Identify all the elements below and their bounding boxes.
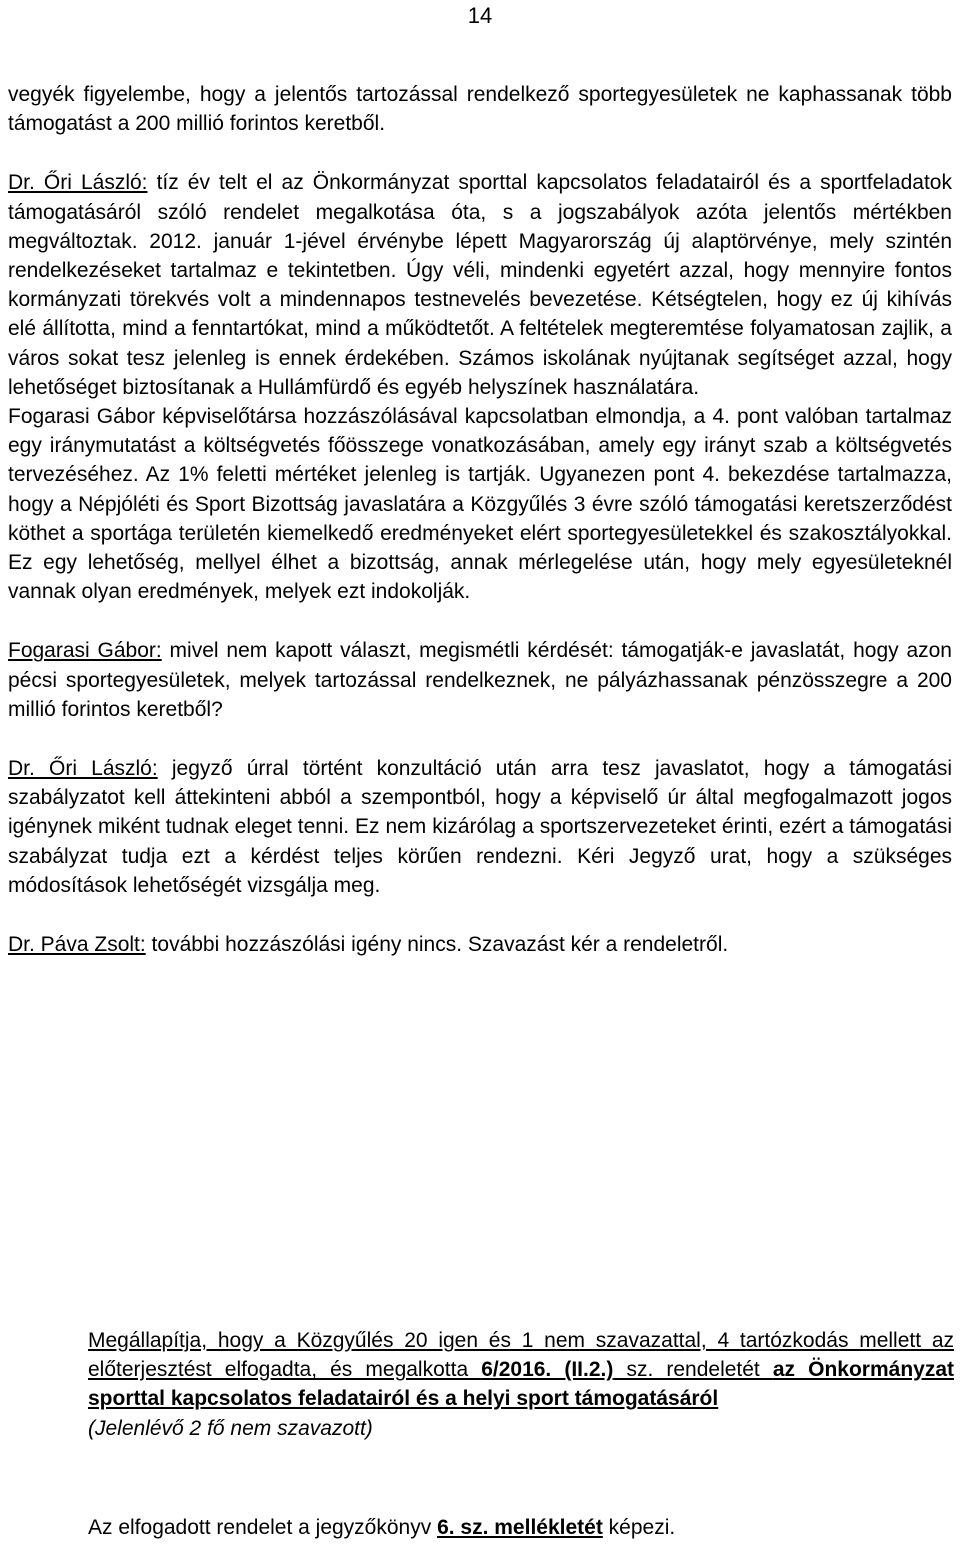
speech-ori-2 [8,754,952,900]
annex-part2: képezi. [602,1516,676,1539]
speech-text: jegyző úrral történt konzultáció után arra tesz javaslatot, hogy a támogatási szabályzatot kell áttekinteni abból a szempontból, hogy a képviselő úr által megfogalmazott jogos igénynek miként tudnak eleget tenni. Ez nem kizárólag a sportszervezeteket érinti, ezért a támogatási szabályzat tudja ezt a kérdést teljes körűen rendezni. Kéri Jegyző urat, hogy a szükséges módosítások lehetőségét vizsgálja meg. [8,757,952,897]
decree-title: az Önkormányzat sporttal kapcsolatos feladatairól és a helyi sport támogatásáról [88,1358,954,1411]
annex-reference: 6. sz. mellékletét [437,1516,603,1539]
annex-part1: Az elfogadott rendelet a jegyzőkönyv [88,1516,438,1539]
speaker-name: Fogarasi Gábor: [8,639,162,663]
speech-ori-1-continued: Fogarasi Gábor képviselőtársa hozzászólásával kapcsolatban elmondja, a 4. pont valóban tartalmaz egy iránymutatást a költségvetés főösszege vonatkozásában, amely egy irányt szab a költségvetés tervezéséhez. Az 1% feletti mértéket jelenleg is tartják. Ugyanezen pont 4. bekezdése tartalmazza, hogy a Népjóléti és Sport Bizottság javaslatára a Közgyűlés 3 évre szóló támogatási keretszerződést köthet a sportága területén kiemelkedő eredményeket elért sportegyesületekkel és szakosztályokkal. Ez egy lehetőség, mellyel élhet a bizottság, annak mérlegelése után, hogy mely egyesületeknél vannak olyan eredmények, melyek ezt indokolják. [8,405,952,604]
resolution-text [88,1326,954,1414]
speech-ori-1 [8,168,952,402]
speech-pava [8,930,952,959]
speech-text: mivel nem kapott választ, megismétli kérdését: támogatják-e javaslatát, hogy azon pécsi sportegyesületek, melyek tartozással rendelkeznek, ne pályázhassanak pénzösszegre a 200 millió forintos keretből? [8,639,952,721]
page-number: 14 [467,3,493,28]
intro-paragraph: vegyék figyelembe, hogy a jelentős tartozással rendelkező sportegyesületek ne kaphassanak több támogatást a 200 millió forintos keretből. [8,83,952,136]
decree-number: 6/2016. (II.2.) [481,1358,614,1382]
speech-fogarasi [8,636,952,724]
document-body [8,80,952,959]
speaker-name: Dr. Őri László: [8,171,148,195]
resolution-part1: Megállapítja, hogy a Közgyűlés 20 igen és 1 nem szavazattal, 4 tartózkodás mellett az előterjesztést elfogadta, és megalkotta [88,1329,954,1382]
speaker-name: Dr. Őri László: [8,757,158,781]
resolution-part2: sz. rendeletét [613,1358,773,1382]
annex-statement [88,1513,954,1542]
speech-text: további hozzászólási igény nincs. Szavazást kér a rendeletről. [145,933,729,957]
resolution-block [88,1326,954,1443]
speaker-name: Dr. Páva Zsolt: [8,933,146,957]
resolution-note: (Jelenlévő 2 fő nem szavazott) [88,1416,373,1440]
speech-text: tíz év telt el az Önkormányzat sporttal kapcsolatos feladatairól és a sportfeladatok támogatásáról szóló rendelet megalkotása óta, s a jogszabályok azóta jelentős mértékben megváltoztak. 2012. január 1-jével érvénybe lépett Magyarország új alaptörvénye, mely szintén rendelkezéseket tartalmaz e tekintetben. Úgy véli, mindenki egyetért azzal, hogy mennyire fontos kormányzati törekvés volt a mindennapos testnevelés bevezetése. Kétségtelen, hogy ez új kihívás elé állította, mind a fenntartókat, mind a működtetőt. A feltételek megteremtése folyamatosan zajlik, a város sokat tesz jelenleg is ennek érdekében. Számos iskolának nyújtanak segítséget azzal, hogy lehetőséget biztosítanak a Hullámfürdő és egyéb helyszínek használatára. [8,171,952,399]
